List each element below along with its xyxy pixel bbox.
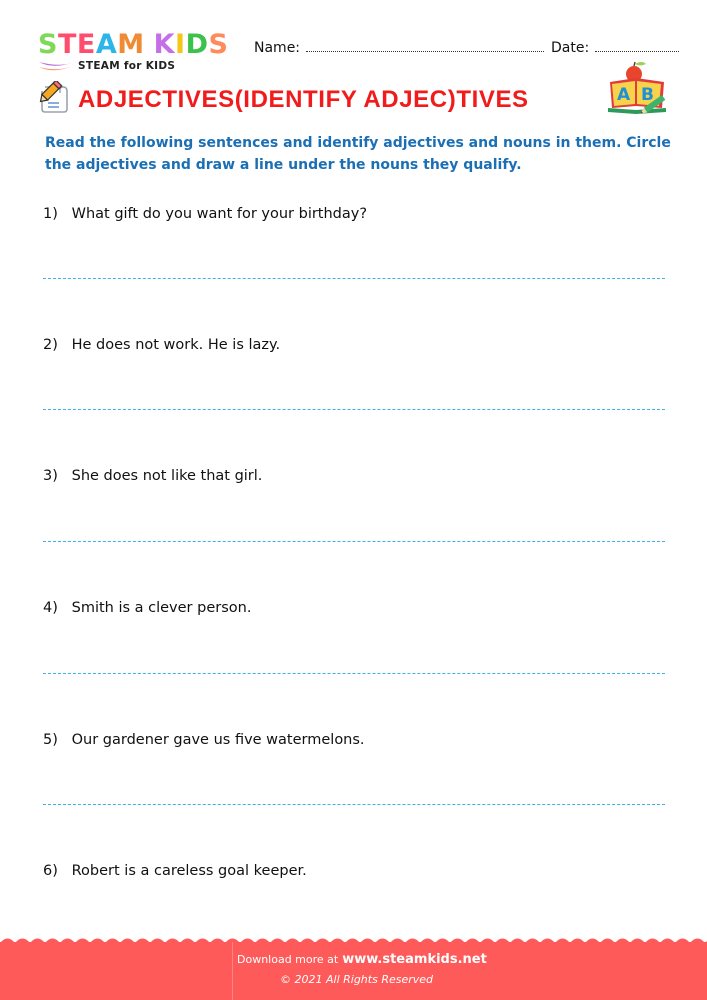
- question-text: He does not work. He is lazy.: [71, 337, 281, 353]
- question-1: [43, 206, 367, 222]
- question-number: 5): [43, 732, 58, 748]
- answer-line-1[interactable]: [43, 278, 665, 279]
- svg-text:A: A: [617, 85, 631, 105]
- question-text: What gift do you want for your birthday?: [71, 206, 368, 222]
- instructions: Read the following sentences and identify adjectives and nouns in them. Circle the adjectives and draw a line under the nouns they qualify.: [45, 135, 671, 173]
- logo-wordmark: [38, 30, 228, 60]
- question-2: [43, 337, 280, 353]
- question-4: [43, 600, 251, 616]
- question-number: 6): [43, 863, 58, 879]
- question-text: Smith is a clever person.: [71, 600, 252, 616]
- name-label: Name:: [254, 40, 301, 56]
- logo-letter: E: [76, 29, 96, 60]
- logo-letter: A: [95, 29, 118, 60]
- question-number: 4): [43, 600, 58, 616]
- footer-site-link[interactable]: www.steamkids.net: [342, 952, 487, 967]
- abc-book-apple-icon: [604, 60, 670, 116]
- question-text: She does not like that girl.: [71, 468, 263, 484]
- footer-download-text: Download more at: [237, 953, 339, 966]
- logo-letter: K: [153, 29, 176, 60]
- logo-letter: T: [57, 29, 77, 60]
- question-6: [43, 863, 307, 879]
- footer-divider: [232, 942, 233, 1000]
- question-number: 3): [43, 468, 58, 484]
- logo-letter: S: [208, 29, 229, 60]
- question-text: Our gardener gave us five watermelons.: [71, 732, 365, 748]
- answer-line-3[interactable]: [43, 541, 665, 542]
- date-field[interactable]: [551, 40, 679, 56]
- question-text: Robert is a careless goal keeper.: [71, 863, 307, 879]
- date-label: Date:: [551, 40, 590, 56]
- logo-letter: M: [117, 29, 145, 60]
- logo-swoosh-icon: [38, 60, 74, 74]
- answer-line-5[interactable]: [43, 804, 665, 805]
- pencil-paper-icon: [37, 81, 71, 115]
- name-blank[interactable]: [306, 40, 544, 52]
- question-number: 1): [43, 206, 58, 222]
- logo-subtitle: STEAM for KIDS: [78, 60, 176, 72]
- answer-line-2[interactable]: [43, 409, 665, 410]
- steam-kids-logo: [38, 30, 238, 74]
- logo-letter: D: [185, 29, 209, 60]
- footer-download: [237, 952, 487, 967]
- logo-letter: S: [38, 29, 58, 60]
- logo-letter: I: [175, 29, 186, 60]
- footer: [0, 942, 707, 1000]
- question-number: 2): [43, 337, 58, 353]
- date-blank[interactable]: [595, 40, 679, 52]
- page-title: ADJECTIVES(IDENTIFY ADJEC)TIVES: [78, 86, 529, 113]
- question-5: [43, 732, 365, 748]
- footer-copyright: © 2021 All Rights Reserved: [280, 973, 434, 986]
- question-3: [43, 468, 262, 484]
- answer-line-4[interactable]: [43, 673, 665, 674]
- svg-text:B: B: [641, 85, 654, 105]
- name-field[interactable]: [254, 40, 544, 56]
